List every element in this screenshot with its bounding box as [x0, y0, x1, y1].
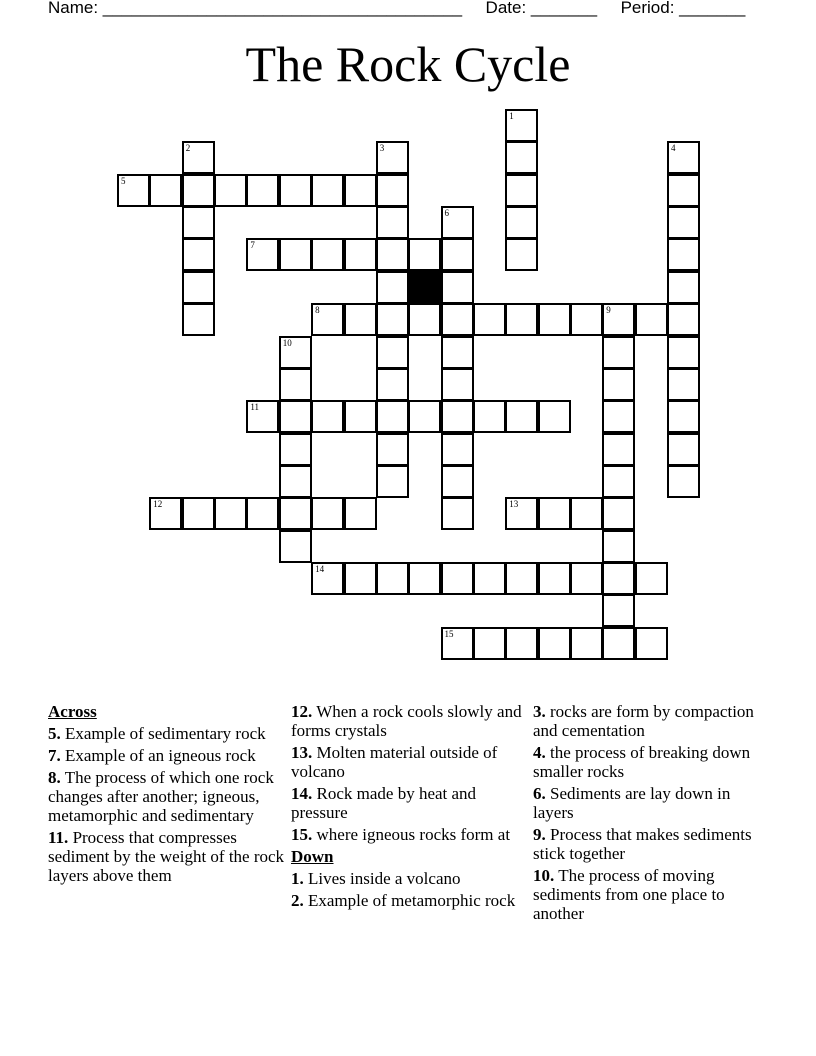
crossword-cell[interactable]	[538, 303, 571, 336]
crossword-cell[interactable]	[505, 303, 538, 336]
crossword-cell[interactable]	[344, 497, 377, 530]
crossword-cell[interactable]	[505, 141, 538, 174]
crossword-cell[interactable]	[149, 497, 182, 530]
crossword-cell[interactable]	[602, 530, 635, 563]
crossword-cell[interactable]	[635, 562, 668, 595]
crossword-cell[interactable]	[376, 271, 409, 304]
crossword-cell[interactable]	[473, 303, 506, 336]
crossword-cell[interactable]	[311, 174, 344, 207]
crossword-cell[interactable]	[602, 497, 635, 530]
crossword-cell[interactable]	[570, 497, 603, 530]
crossword-cell[interactable]	[602, 562, 635, 595]
crossword-cell[interactable]	[182, 141, 215, 174]
crossword-cell[interactable]	[602, 303, 635, 336]
crossword-cell[interactable]	[473, 627, 506, 660]
crossword-cell[interactable]	[667, 174, 700, 207]
crossword-cell[interactable]	[602, 465, 635, 498]
crossword-cell[interactable]	[635, 303, 668, 336]
crossword-cell[interactable]	[117, 174, 150, 207]
crossword-cell[interactable]	[344, 400, 377, 433]
crossword-cell[interactable]	[570, 562, 603, 595]
period-field[interactable]: Period: _______	[620, 0, 746, 17]
crossword-cell[interactable]	[441, 368, 474, 401]
crossword-cell[interactable]	[505, 627, 538, 660]
crossword-cell[interactable]	[667, 368, 700, 401]
crossword-cell[interactable]	[376, 433, 409, 466]
crossword-cell[interactable]	[408, 238, 441, 271]
crossword-cell[interactable]	[376, 238, 409, 271]
crossword-cell[interactable]	[376, 465, 409, 498]
crossword-cell[interactable]	[602, 368, 635, 401]
crossword-cell[interactable]	[376, 562, 409, 595]
clue-down-2: 2. Example of metamorphic rock	[291, 891, 516, 910]
crossword-cell[interactable]	[441, 238, 474, 271]
crossword-cell[interactable]	[505, 238, 538, 271]
crossword-cell[interactable]	[376, 174, 409, 207]
date-field[interactable]: Date: _______	[485, 0, 598, 17]
crossword-cell[interactable]	[441, 433, 474, 466]
name-field[interactable]: Name: ______________________________________	[48, 0, 463, 17]
crossword-cell[interactable]	[214, 497, 247, 530]
crossword-cell[interactable]	[570, 627, 603, 660]
crossword-cell[interactable]	[667, 400, 700, 433]
cell-number: 8	[315, 305, 320, 316]
crossword-cell[interactable]	[376, 206, 409, 239]
crossword-cell[interactable]	[344, 174, 377, 207]
cell-number: 4	[671, 143, 676, 154]
crossword-cell[interactable]	[441, 271, 474, 304]
crossword-cell[interactable]	[602, 400, 635, 433]
clues-column-1	[48, 702, 288, 888]
cell-number: 12	[153, 499, 163, 510]
cell-number: 2	[185, 143, 191, 154]
crossword-cell[interactable]	[246, 174, 279, 207]
crossword-cell[interactable]	[214, 174, 247, 207]
crossword-cell[interactable]	[408, 303, 441, 336]
crossword-cell[interactable]	[538, 562, 571, 595]
clue-down-10: 10. The process of moving sediments from one place to another	[533, 866, 725, 923]
cell-number: 13	[509, 499, 519, 510]
clue-down-6: 6. Sediments are lay down in layers	[533, 784, 731, 822]
across-heading: Across	[48, 702, 97, 721]
crossword-cell[interactable]	[311, 497, 344, 530]
clue-across-5: 5. Example of sedimentary rock	[48, 724, 266, 743]
crossword-cell[interactable]	[311, 303, 344, 336]
cell-number: 3	[379, 143, 385, 154]
cell-number: 7	[250, 240, 255, 251]
crossword-cell[interactable]	[505, 109, 538, 142]
crossword-cell[interactable]	[602, 594, 635, 627]
cell-number: 15	[444, 628, 454, 639]
crossword-cell[interactable]	[279, 465, 312, 498]
clue-across-7: 7. Example of an igneous rock	[48, 746, 256, 765]
crossword-cell[interactable]	[667, 433, 700, 466]
crossword-cell[interactable]	[279, 174, 312, 207]
crossword-cell[interactable]	[279, 433, 312, 466]
cell-number: 6	[444, 208, 449, 219]
crossword-cell[interactable]	[279, 530, 312, 563]
crossword-cell[interactable]	[182, 497, 215, 530]
cell-number: 5	[121, 175, 126, 186]
clue-down-4: 4. the process of breaking down smaller rocks	[533, 743, 751, 781]
crossword-cell[interactable]	[344, 238, 377, 271]
crossword-cell[interactable]	[473, 400, 506, 433]
crossword-cell[interactable]	[538, 627, 571, 660]
crossword-cell[interactable]	[667, 206, 700, 239]
crossword-cell[interactable]	[182, 238, 215, 271]
crossword-cell[interactable]	[246, 400, 279, 433]
crossword-cell[interactable]	[441, 497, 474, 530]
crossword-cell[interactable]	[441, 562, 474, 595]
crossword-cell[interactable]	[376, 400, 409, 433]
crossword-cell[interactable]	[441, 206, 474, 239]
clue-across-15: 15. where igneous rocks form at	[291, 825, 511, 844]
clue-down-1: 1. Lives inside a volcano	[291, 869, 461, 888]
crossword-cell[interactable]	[246, 238, 279, 271]
cell-number: 1	[509, 111, 514, 121]
clues-column-3	[533, 702, 773, 926]
down-heading: Down	[291, 847, 334, 866]
crossword-cell[interactable]	[279, 497, 312, 530]
crossword-cell[interactable]	[441, 336, 474, 369]
crossword-cell[interactable]	[667, 141, 700, 174]
crossword-cell[interactable]	[311, 562, 344, 595]
crossword-cell[interactable]	[182, 174, 215, 207]
crossword-cell[interactable]	[602, 336, 635, 369]
crossword-cell[interactable]	[570, 303, 603, 336]
crossword-cell[interactable]	[376, 303, 409, 336]
crossword-cell[interactable]	[182, 271, 215, 304]
crossword-cell[interactable]	[441, 303, 474, 336]
cell-number: 10	[282, 337, 292, 348]
crossword-cell[interactable]	[635, 627, 668, 660]
clue-across-12: 12. When a rock cools slowly and forms crystals	[291, 702, 522, 740]
crossword-cell[interactable]	[441, 627, 474, 660]
crossword-cell[interactable]	[311, 400, 344, 433]
crossword-cell[interactable]	[667, 465, 700, 498]
crossword-cell[interactable]	[602, 627, 635, 660]
crossword-cell[interactable]	[246, 497, 279, 530]
crossword-cell[interactable]	[279, 336, 312, 369]
crossword-cell[interactable]	[441, 465, 474, 498]
crossword-cell[interactable]	[505, 562, 538, 595]
crossword-cell[interactable]	[376, 368, 409, 401]
clues-column-2	[291, 702, 531, 913]
crossword-cell[interactable]	[279, 368, 312, 401]
cell-number: 9	[606, 305, 611, 316]
crossword-cell[interactable]	[667, 238, 700, 271]
crossword-cell[interactable]	[505, 206, 538, 239]
crossword-cell[interactable]	[505, 497, 538, 530]
crossword-cell[interactable]	[408, 400, 441, 433]
crossword-cell[interactable]	[182, 303, 215, 336]
cell-number: 14	[315, 563, 325, 574]
clue-across-8: 8. The process of which one rock changes after another; igneous, metamorphic and sedimentary	[48, 768, 274, 825]
crossword-cell[interactable]	[279, 238, 312, 271]
crossword-cell[interactable]	[376, 141, 409, 174]
crossword-cell[interactable]	[505, 174, 538, 207]
crossword-cell[interactable]	[667, 271, 700, 304]
crossword-cell[interactable]	[441, 400, 474, 433]
cell-number: 11	[250, 402, 260, 413]
black-square	[408, 271, 441, 304]
crossword-cell[interactable]	[538, 400, 571, 433]
clue-across-11: 11. Process that compresses sediment by the weight of the rock layers above them	[48, 828, 285, 885]
crossword-cell[interactable]	[473, 562, 506, 595]
crossword-cell[interactable]	[182, 206, 215, 239]
crossword-cell[interactable]	[376, 336, 409, 369]
clue-across-13: 13. Molten material outside of volcano	[291, 743, 498, 781]
clue-across-14: 14. Rock made by heat and pressure	[291, 784, 477, 822]
crossword-cell[interactable]	[538, 497, 571, 530]
crossword-cell[interactable]	[602, 433, 635, 466]
clue-down-3: 3. rocks are form by compaction and cementation	[533, 702, 754, 740]
page-title: The Rock Cycle	[245, 36, 571, 92]
crossword-cell[interactable]	[149, 174, 182, 207]
crossword-cell[interactable]	[408, 562, 441, 595]
crossword-cell[interactable]	[311, 238, 344, 271]
crossword-cell[interactable]	[344, 562, 377, 595]
crossword-cell[interactable]	[667, 303, 700, 336]
clue-down-9: 9. Process that makes sediments stick together	[533, 825, 752, 863]
crossword-cell[interactable]	[344, 303, 377, 336]
crossword-cell[interactable]	[667, 336, 700, 369]
crossword-cell[interactable]	[279, 400, 312, 433]
crossword-cell[interactable]	[505, 400, 538, 433]
